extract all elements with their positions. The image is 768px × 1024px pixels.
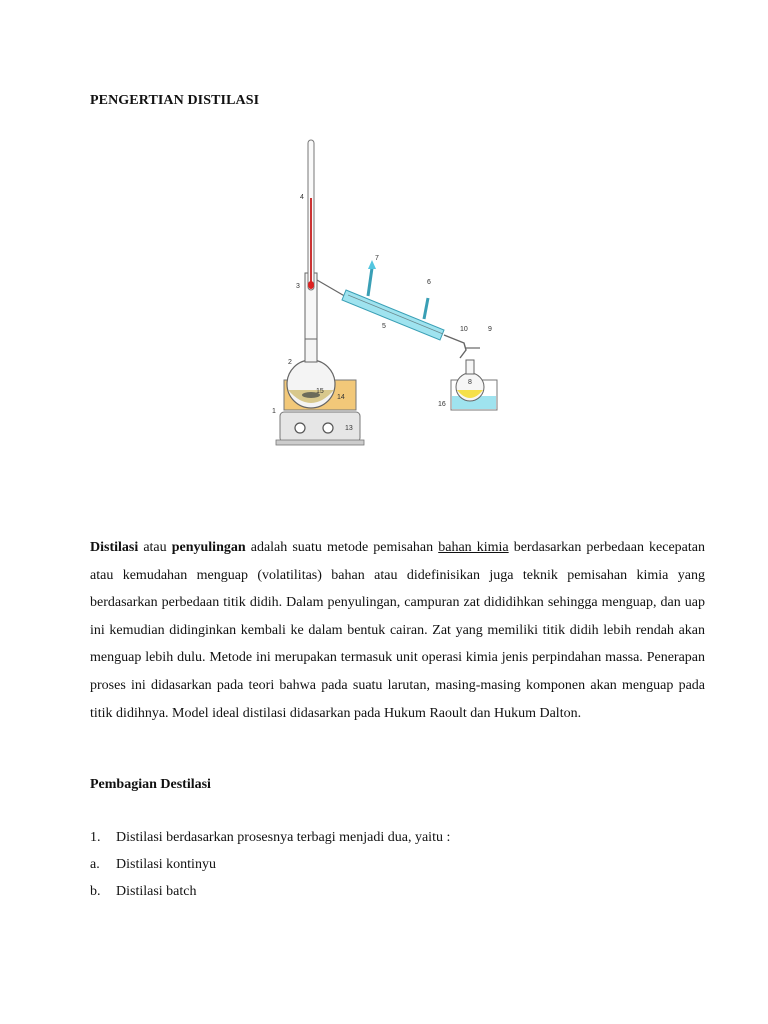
figure-label: 2 bbox=[288, 359, 292, 366]
figure-label: 15 bbox=[316, 388, 324, 395]
figure-label: 14 bbox=[337, 394, 345, 401]
list-item bbox=[90, 830, 450, 846]
list-marker: b. bbox=[90, 884, 101, 899]
distillation-apparatus-figure bbox=[268, 138, 508, 450]
definition-paragraph bbox=[90, 534, 705, 727]
figure-label: 7 bbox=[375, 255, 379, 262]
figure-label: 3 bbox=[296, 283, 300, 290]
figure-label: 8 bbox=[468, 379, 472, 386]
list-item-text: Distilasi kontinyu bbox=[116, 857, 216, 872]
hot-plate-knob bbox=[295, 423, 305, 433]
figure-label: 13 bbox=[345, 425, 353, 432]
page-title: PENGERTIAN DISTILASI bbox=[90, 93, 260, 108]
figure-label: 1 bbox=[272, 408, 276, 415]
water-inlet bbox=[424, 298, 428, 319]
paragraph-text: adalah suatu metode pemisahan bbox=[245, 540, 439, 555]
list-item-text: Distilasi batch bbox=[116, 884, 197, 899]
bahan-kimia-link[interactable]: bahan kimia bbox=[438, 540, 509, 555]
term-distilasi: Distilasi bbox=[90, 540, 139, 555]
distillation-diagram bbox=[268, 138, 508, 450]
paragraph-text: atau bbox=[138, 540, 172, 555]
list-marker: 1. bbox=[90, 830, 101, 845]
figure-label: 9 bbox=[488, 326, 492, 333]
paragraph-text: berdasarkan perbedaan kecepatan atau kemudahan menguap (volatilitas) bahan atau didefinisikan juga teknik pemisahan kimia yang berdasarkan perbedaan titik didih. Dalam penyulingan, campuran zat dididihkan sehingga menguap, dan uap ini kemudian didinginkan kembali ke dalam bentuk cairan. Zat yang memiliki titik didih lebih rendah akan menguap lebih dulu. Metode ini merupakan termasuk unit operasi kimia jenis perpindahan massa. Penerapan proses ini didasarkan pada teori bahwa pada suatu larutan, masing-masing komponen akan menguap pada titik didihnya. Model ideal distilasi didasarkan pada Hukum Raoult dan Hukum Dalton. bbox=[90, 540, 705, 721]
term-penyulingan: penyulingan bbox=[171, 540, 246, 555]
figure-label: 10 bbox=[460, 326, 468, 333]
list-item-text: Distilasi berdasarkan prosesnya terbagi menjadi dua, yaitu : bbox=[116, 830, 451, 845]
figure-label: 5 bbox=[382, 323, 386, 330]
liebig-condenser bbox=[342, 290, 444, 340]
list-item bbox=[90, 884, 197, 900]
list-item bbox=[90, 857, 216, 873]
figure-label: 6 bbox=[427, 279, 431, 286]
hot-plate-knob bbox=[323, 423, 333, 433]
water-outlet bbox=[368, 268, 372, 296]
vacuum-adapter bbox=[444, 335, 466, 358]
figure-label: 16 bbox=[438, 401, 446, 408]
figure-label: 4 bbox=[300, 194, 304, 201]
list-marker: a. bbox=[90, 857, 100, 872]
section-heading: Pembagian Destilasi bbox=[90, 777, 211, 792]
